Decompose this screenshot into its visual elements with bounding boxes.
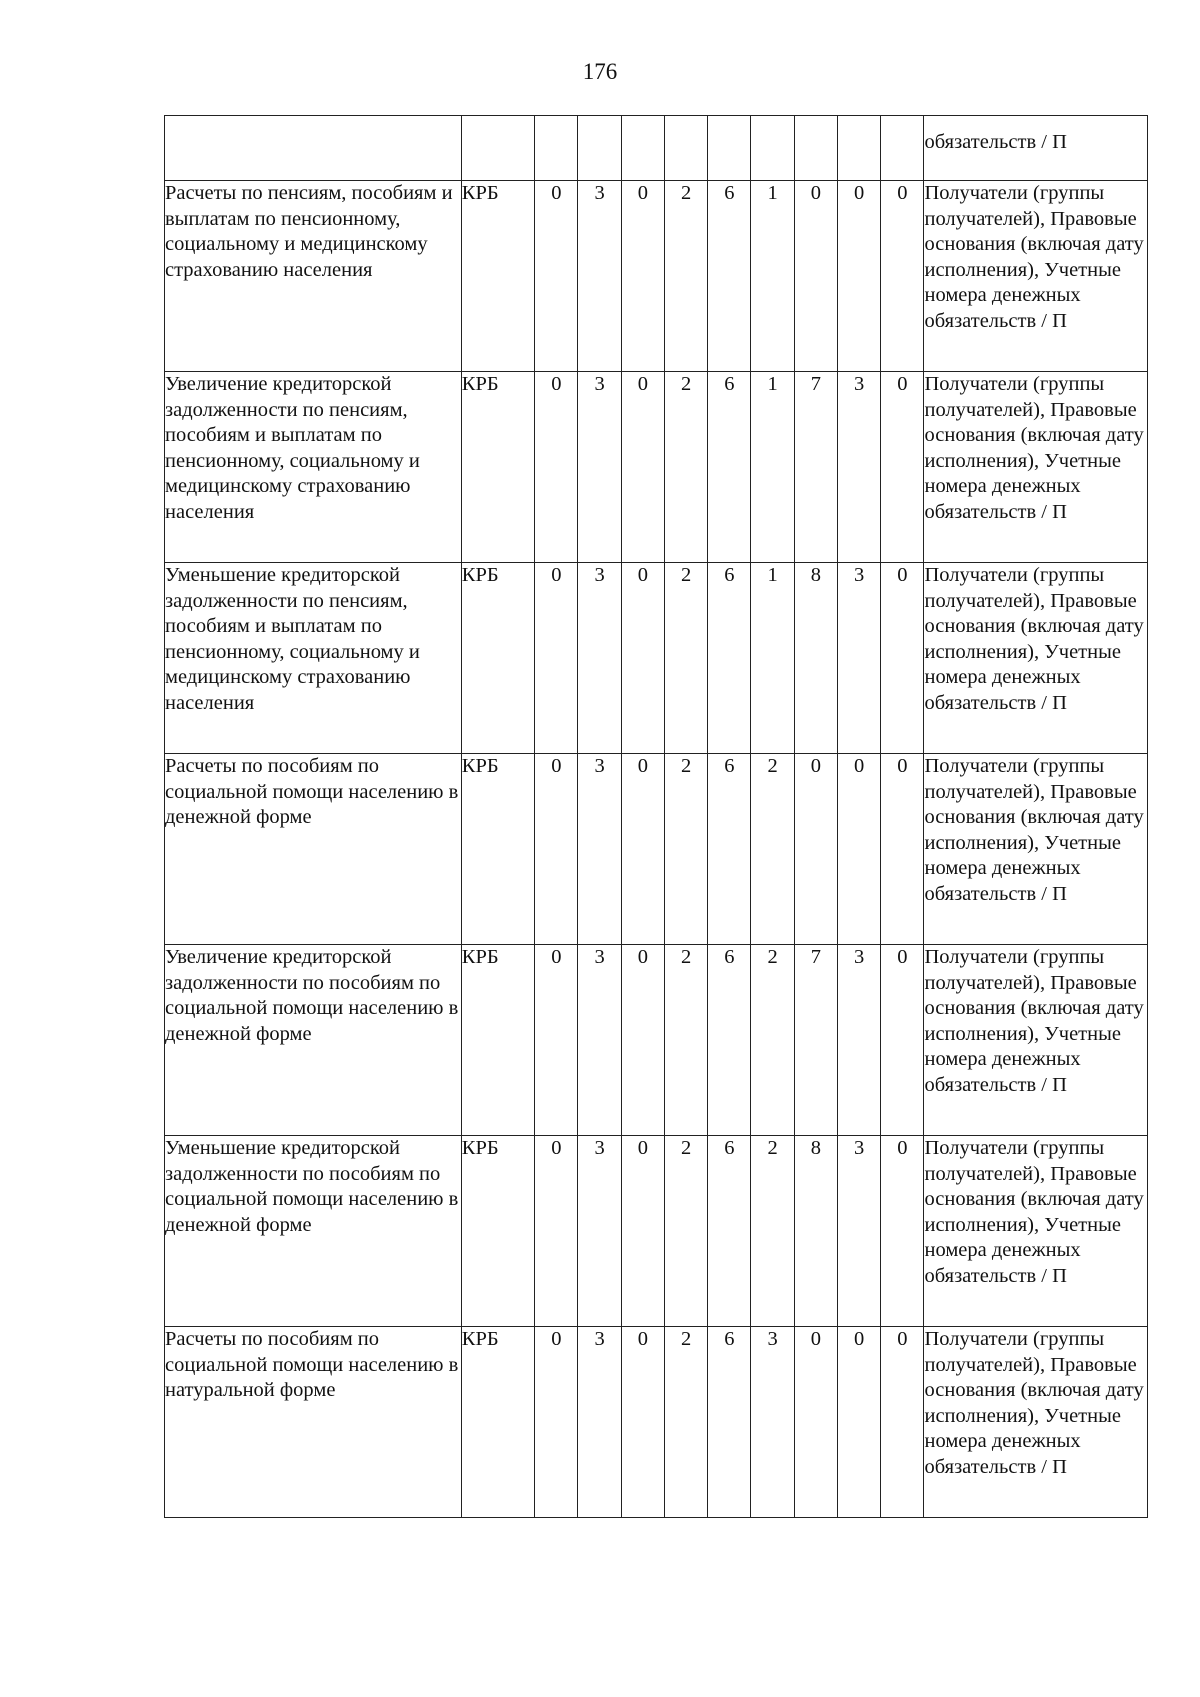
- account-digit-cell: 7: [794, 945, 837, 1136]
- account-digit-cell: 0: [621, 563, 664, 754]
- account-digit-cell: 1: [751, 181, 794, 372]
- account-digit-cell: 8: [794, 1136, 837, 1327]
- code-cell: КРБ: [461, 563, 534, 754]
- account-digit-cell: 0: [535, 945, 578, 1136]
- account-digit-cell: 7: [794, 372, 837, 563]
- account-digit-cell: 3: [578, 945, 621, 1136]
- table-body: [165, 116, 1148, 1518]
- account-digit-cell: 0: [881, 1136, 924, 1327]
- analytics-cell: Получатели (группы получателей), Правовые основания (включая дату исполнения), Учетные номера денежных обязательств / П: [924, 1327, 1148, 1518]
- account-digit-cell: 2: [751, 1136, 794, 1327]
- account-digit-cell: 6: [708, 181, 751, 372]
- code-cell: КРБ: [461, 372, 534, 563]
- code-cell: КРБ: [461, 754, 534, 945]
- account-digit-cell: 0: [621, 754, 664, 945]
- table-row: [165, 181, 1148, 372]
- account-digit-cell: 3: [578, 1327, 621, 1518]
- code-cell: КРБ: [461, 1327, 534, 1518]
- account-digit-cell: 3: [578, 563, 621, 754]
- account-digit-cell: 0: [621, 1136, 664, 1327]
- account-digit-cell: 6: [708, 1136, 751, 1327]
- account-digit-cell: 0: [535, 181, 578, 372]
- account-digit-cell: 8: [794, 563, 837, 754]
- digit-cell: [578, 116, 621, 181]
- table-row: [165, 563, 1148, 754]
- account-name-cell: Уменьшение кредиторской задолженности по пенсиям, пособиям и выплатам по пенсионному, социальному и медицинскому страхованию населения: [165, 563, 462, 754]
- account-digit-cell: 3: [751, 1327, 794, 1518]
- account-name-cell: Увеличение кредиторской задолженности по пенсиям, пособиям и выплатам по пенсионному, социальному и медицинскому страхованию населения: [165, 372, 462, 563]
- account-digit-cell: 0: [881, 945, 924, 1136]
- table-row: [165, 945, 1148, 1136]
- account-digit-cell: 0: [881, 1327, 924, 1518]
- account-digit-cell: 0: [881, 754, 924, 945]
- account-digit-cell: 2: [664, 1327, 707, 1518]
- account-digit-cell: 0: [535, 1136, 578, 1327]
- account-digit-cell: 3: [578, 372, 621, 563]
- code-cell: [461, 116, 534, 181]
- account-digit-cell: 0: [535, 754, 578, 945]
- account-name-cell: Увеличение кредиторской задолженности по пособиям по социальной помощи населению в денежной форме: [165, 945, 462, 1136]
- digit-cell: [621, 116, 664, 181]
- account-digit-cell: 2: [664, 563, 707, 754]
- digit-cell: [708, 116, 751, 181]
- account-digit-cell: 1: [751, 563, 794, 754]
- table-row: [165, 1136, 1148, 1327]
- digit-cell: [794, 116, 837, 181]
- account-digit-cell: 3: [837, 945, 880, 1136]
- account-digit-cell: 2: [664, 945, 707, 1136]
- account-digit-cell: 6: [708, 1327, 751, 1518]
- name-cell: [165, 116, 462, 181]
- account-digit-cell: 0: [535, 563, 578, 754]
- account-digit-cell: 2: [664, 181, 707, 372]
- account-digit-cell: 1: [751, 372, 794, 563]
- account-digit-cell: 0: [837, 1327, 880, 1518]
- account-digit-cell: 2: [664, 372, 707, 563]
- table-row-continued: [165, 116, 1148, 181]
- account-digit-cell: 0: [621, 1327, 664, 1518]
- analytics-cell: Получатели (группы получателей), Правовые основания (включая дату исполнения), Учетные номера денежных обязательств / П: [924, 563, 1148, 754]
- analytics-cell: обязательств / П: [924, 116, 1148, 181]
- table-row: [165, 372, 1148, 563]
- account-digit-cell: 0: [881, 181, 924, 372]
- account-digit-cell: 3: [578, 754, 621, 945]
- analytics-cell: Получатели (группы получателей), Правовые основания (включая дату исполнения), Учетные номера денежных обязательств / П: [924, 1136, 1148, 1327]
- account-digit-cell: 0: [794, 754, 837, 945]
- analytics-cell: Получатели (группы получателей), Правовые основания (включая дату исполнения), Учетные номера денежных обязательств / П: [924, 181, 1148, 372]
- account-name-cell: Расчеты по пособиям по социальной помощи населению в денежной форме: [165, 754, 462, 945]
- account-name-cell: Расчеты по пенсиям, пособиям и выплатам по пенсионному, социальному и медицинскому страхованию населения: [165, 181, 462, 372]
- account-name-cell: Расчеты по пособиям по социальной помощи населению в натуральной форме: [165, 1327, 462, 1518]
- account-digit-cell: 6: [708, 945, 751, 1136]
- account-digit-cell: 0: [621, 945, 664, 1136]
- account-digit-cell: 0: [535, 372, 578, 563]
- digit-cell: [535, 116, 578, 181]
- page-number: 176: [582, 59, 618, 84]
- analytics-cell: Получатели (группы получателей), Правовые основания (включая дату исполнения), Учетные номера денежных обязательств / П: [924, 945, 1148, 1136]
- code-cell: КРБ: [461, 181, 534, 372]
- account-digit-cell: 2: [751, 945, 794, 1136]
- account-digit-cell: 0: [881, 563, 924, 754]
- account-digit-cell: 3: [837, 1136, 880, 1327]
- code-cell: КРБ: [461, 1136, 534, 1327]
- account-digit-cell: 0: [881, 372, 924, 563]
- account-digit-cell: 3: [837, 372, 880, 563]
- accounts-table: [164, 115, 1148, 1518]
- account-name-cell: Уменьшение кредиторской задолженности по пособиям по социальной помощи населению в денежной форме: [165, 1136, 462, 1327]
- digit-cell: [881, 116, 924, 181]
- account-digit-cell: 2: [751, 754, 794, 945]
- account-digit-cell: 0: [794, 181, 837, 372]
- account-digit-cell: 6: [708, 563, 751, 754]
- table-row: [165, 754, 1148, 945]
- account-digit-cell: 0: [621, 372, 664, 563]
- account-digit-cell: 0: [621, 181, 664, 372]
- account-digit-cell: 6: [708, 754, 751, 945]
- account-digit-cell: 2: [664, 1136, 707, 1327]
- digit-cell: [664, 116, 707, 181]
- account-digit-cell: 2: [664, 754, 707, 945]
- account-digit-cell: 6: [708, 372, 751, 563]
- analytics-cell: Получатели (группы получателей), Правовые основания (включая дату исполнения), Учетные номера денежных обязательств / П: [924, 372, 1148, 563]
- account-digit-cell: 0: [794, 1327, 837, 1518]
- account-digit-cell: 0: [837, 181, 880, 372]
- account-digit-cell: 3: [837, 563, 880, 754]
- account-digit-cell: 0: [535, 1327, 578, 1518]
- digit-cell: [751, 116, 794, 181]
- table-row: [165, 1327, 1148, 1518]
- account-digit-cell: 0: [837, 754, 880, 945]
- code-cell: КРБ: [461, 945, 534, 1136]
- digit-cell: [837, 116, 880, 181]
- account-digit-cell: 3: [578, 1136, 621, 1327]
- account-digit-cell: 3: [578, 181, 621, 372]
- analytics-cell: Получатели (группы получателей), Правовые основания (включая дату исполнения), Учетные номера денежных обязательств / П: [924, 754, 1148, 945]
